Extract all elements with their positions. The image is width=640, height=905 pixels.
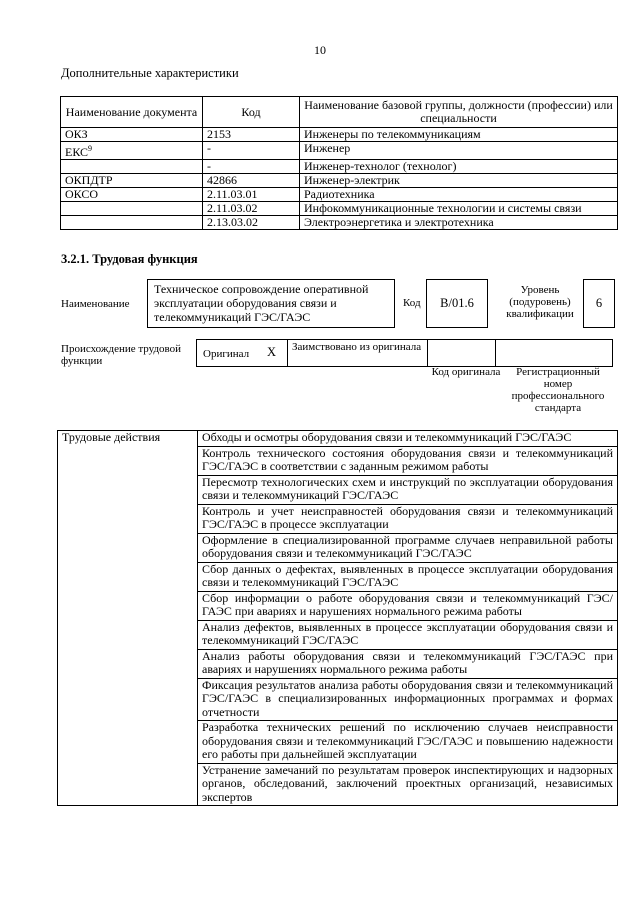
cell-code: 42866 — [203, 174, 300, 188]
cell-code: - — [203, 142, 300, 160]
cell-title: Инженер-электрик — [300, 174, 618, 188]
action-item: Пересмотр технологических схем и инструкций по эксплуатации оборудования связи и телекоммуникаций ГЭС/ГАЭС — [198, 475, 618, 504]
function-code-box: B/01.6 — [426, 279, 488, 328]
action-item: Фиксация результатов анализа работы оборудования связи и телекоммуникаций ГЭС/ГАЭС в специализированных информационных программах и формах отчетности — [198, 678, 618, 721]
action-item: Оформление в специализированной программе случаев неправильной работы оборудования связи и телекоммуникаций ГЭС/ГАЭС — [198, 533, 618, 562]
table-header-row — [61, 97, 618, 128]
cell-title: Радиотехника — [300, 188, 618, 202]
action-item: Устранение замечаний по результатам проверок инспектирующих и надзорных органов, обследований, заключений проектных организаций, независимых экспертов — [198, 763, 618, 806]
original-label: Оригинал — [203, 348, 250, 360]
function-name-label: Наименование — [61, 298, 130, 310]
action-item: Контроль и учет неисправностей оборудования связи и телекоммуникаций ГЭС/ГАЭС в процессе эксплуатации — [198, 504, 618, 533]
origin-row — [196, 339, 613, 367]
doc-label: ЕКС — [65, 145, 89, 159]
cell-title: Инфокоммуникационные технологии и системы связи — [300, 202, 618, 216]
borrowed-cell: Заимствовано из оригинала — [287, 339, 428, 367]
section-title: 3.2.1. Трудовая функция — [61, 252, 198, 266]
cell-doc: ОКПДТР — [61, 174, 203, 188]
action-item: Анализ работы оборудования связи и телекоммуникаций ГЭС/ГАЭС при авариях и нарушениях нормального режима работы — [198, 649, 618, 678]
qualification-level-box: 6 — [583, 279, 615, 328]
table-row — [61, 174, 618, 188]
action-item: Сбор информации о работе оборудования связи и телекоммуникаций ГЭС/ГАЭС при авариях и нарушениях нормального режима работы — [198, 591, 618, 620]
cell-code: 2.13.03.02 — [203, 216, 300, 230]
qualification-level-label: Уровень (подуровень) квалификации — [506, 284, 574, 320]
table-row — [61, 216, 618, 230]
table-row — [61, 142, 618, 160]
code-original-label: Код оригинала — [431, 366, 501, 378]
col-header-title: Наименование базовой группы, должности (профессии) или специальности — [300, 97, 618, 128]
action-item: Обходы и осмотры оборудования связи и телекоммуникаций ГЭС/ГАЭС — [198, 431, 618, 447]
action-item: Разработка технических решений по исключению случаев неисправности оборудования связи и телекоммуникаций ГЭС/ГАЭС и повышению надежности его работы при дальнейшей эксплуатации — [198, 721, 618, 764]
action-item: Анализ дефектов, выявленных в процессе эксплуатации оборудования связи и телекоммуникаций ГЭС/ГАЭС — [198, 620, 618, 649]
original-mark: X — [267, 345, 277, 359]
labor-actions-header: Трудовые действия — [58, 431, 198, 806]
cell-doc — [61, 202, 203, 216]
page-number: 10 — [314, 43, 326, 57]
additional-characteristics-title: Дополнительные характеристики — [61, 66, 239, 80]
table-row — [61, 160, 618, 174]
cell-code: - — [203, 160, 300, 174]
table-row — [61, 202, 618, 216]
function-code-label: Код — [403, 297, 421, 309]
col-header-document: Наименование документа — [61, 97, 203, 128]
cell-doc — [61, 216, 203, 230]
cell-title: Инженер-технолог (технолог) — [300, 160, 618, 174]
col-header-code: Код — [203, 97, 300, 128]
function-name-box: Техническое сопровождение оперативной эксплуатации оборудования связи и телекоммуникаций ГЭС/ГАЭС — [147, 279, 395, 328]
labor-actions-table — [57, 430, 618, 806]
cell-title: Инженеры по телекоммуникациям — [300, 128, 618, 142]
cell-code: 2153 — [203, 128, 300, 142]
cell-title: Электроэнергетика и электротехника — [300, 216, 618, 230]
footnote-mark: 9 — [88, 144, 93, 153]
origin-label: Происхождение трудовой функции — [61, 343, 182, 367]
cell-doc: ОКЗ — [61, 128, 203, 142]
cell-title: Инженер — [300, 142, 618, 160]
action-item: Контроль технического состояния оборудования связи и телекоммуникаций ГЭС/ГАЭС в соответствии с заданным режимом работы — [198, 446, 618, 475]
reg-number-cell — [495, 339, 613, 367]
cell-doc — [61, 160, 203, 174]
cell-code: 2.11.03.02 — [203, 202, 300, 216]
action-item: Сбор данных о дефектах, выявленных в процессе эксплуатации оборудования связи и телекоммуникаций ГЭС/ГАЭС — [198, 562, 618, 591]
characteristics-table — [60, 96, 618, 230]
cell-doc — [61, 142, 203, 160]
cell-code: 2.11.03.01 — [203, 188, 300, 202]
table-row — [61, 188, 618, 202]
table-row — [58, 431, 618, 447]
cell-doc: ОКСО — [61, 188, 203, 202]
table-row — [61, 128, 618, 142]
original-cell — [196, 339, 288, 367]
reg-number-label: Регистрационный номер профессионального стандарта — [511, 366, 605, 414]
code-original-cell — [427, 339, 496, 367]
